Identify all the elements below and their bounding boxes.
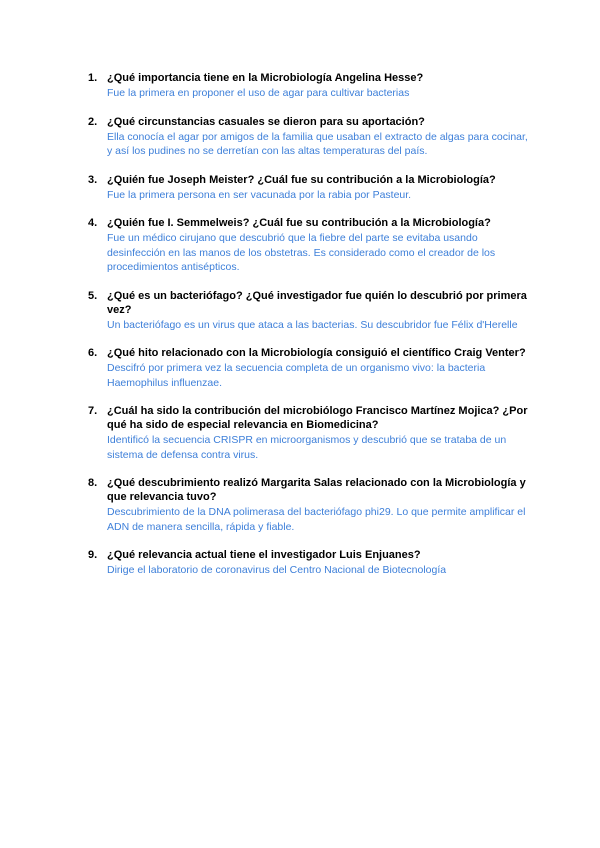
question-number: 7.	[88, 405, 98, 417]
question-number: 4.	[88, 217, 98, 229]
question-list	[88, 71, 528, 592]
question-number: 3.	[88, 173, 98, 186]
question-item-4	[88, 216, 528, 275]
question-item-7	[88, 404, 528, 462]
question-text: ¿Qué importancia tiene en la Microbiología Angelina Hesse?	[107, 72, 424, 84]
question-text: ¿Quién fue Joseph Meister? ¿Cuál fue su contribución a la Microbiología?	[107, 173, 496, 186]
question-number: 1.	[88, 72, 98, 84]
question-number: 6.	[88, 347, 98, 359]
question-text: ¿Cuál ha sido la contribución del microbiólogo Francisco Martínez Mojica? ¿Por qué ha sido de especial relevancia en Biomedicina?	[107, 405, 528, 431]
question-item-3	[88, 173, 528, 203]
answer-text: Un bacteriófago es un virus que ataca a las bacterias. Su descubridor fue Félix d'Herelle	[107, 318, 518, 331]
question-item-1	[88, 71, 528, 101]
question-number: 9.	[88, 549, 98, 561]
answer-text: Fue la primera persona en ser vacunada por la rabia por Pasteur.	[107, 188, 412, 201]
answer-text: Ella conocía el agar por amigos de la familia que usaban el extracto de algas para cocinar, y así los pudines no se derretían con las altas temperaturas del país.	[107, 130, 528, 157]
question-item-6	[88, 346, 528, 390]
question-number: 5.	[88, 289, 98, 302]
question-item-8	[88, 476, 528, 534]
answer-text: Fue un médico cirujano que descubrió que la fiebre del parte se evitaba usando desinfección en las manos de los obstetras. Es considerado como el creador de los procedimientos antisépticos.	[107, 232, 496, 273]
question-item-9	[88, 548, 528, 578]
answer-text: Identificó la secuencia CRISPR en microorganismos y descubrió que se trataba de un sistema de defensa contra virus.	[107, 434, 507, 461]
answer-text: Fue la primera en proponer el uso de agar para cultivar bacterias	[107, 87, 410, 99]
question-number: 8.	[88, 477, 98, 489]
question-item-5	[88, 289, 528, 333]
question-item-2	[88, 115, 528, 159]
question-text: ¿Qué es un bacteriófago? ¿Qué investigador fue quién lo descubrió por primera vez?	[107, 289, 527, 316]
question-number: 2.	[88, 115, 98, 128]
question-text: ¿Qué circunstancias casuales se dieron para su aportación?	[107, 115, 425, 128]
question-text: ¿Qué hito relacionado con la Microbiología consiguió el científico Craig Venter?	[107, 347, 526, 359]
question-text: ¿Qué descubrimiento realizó Margarita Salas relacionado con la Microbiología y que relevancia tuvo?	[107, 477, 526, 503]
question-text: ¿Quién fue I. Semmelweis? ¿Cuál fue su contribución a la Microbiología?	[107, 217, 491, 229]
question-text: ¿Qué relevancia actual tiene el investigador Luis Enjuanes?	[107, 549, 421, 561]
answer-text: Descubrimiento de la DNA polimerasa del bacteriófago phi29. Lo que permite amplificar el ADN de manera sencilla, rápida y fiable.	[107, 506, 526, 533]
answer-text: Descifró por primera vez la secuencia completa de un organismo vivo: la bacteria Haemophilus influenzae.	[107, 362, 486, 389]
answer-text: Dirige el laboratorio de coronavirus del Centro Nacional de Biotecnología	[107, 564, 447, 576]
